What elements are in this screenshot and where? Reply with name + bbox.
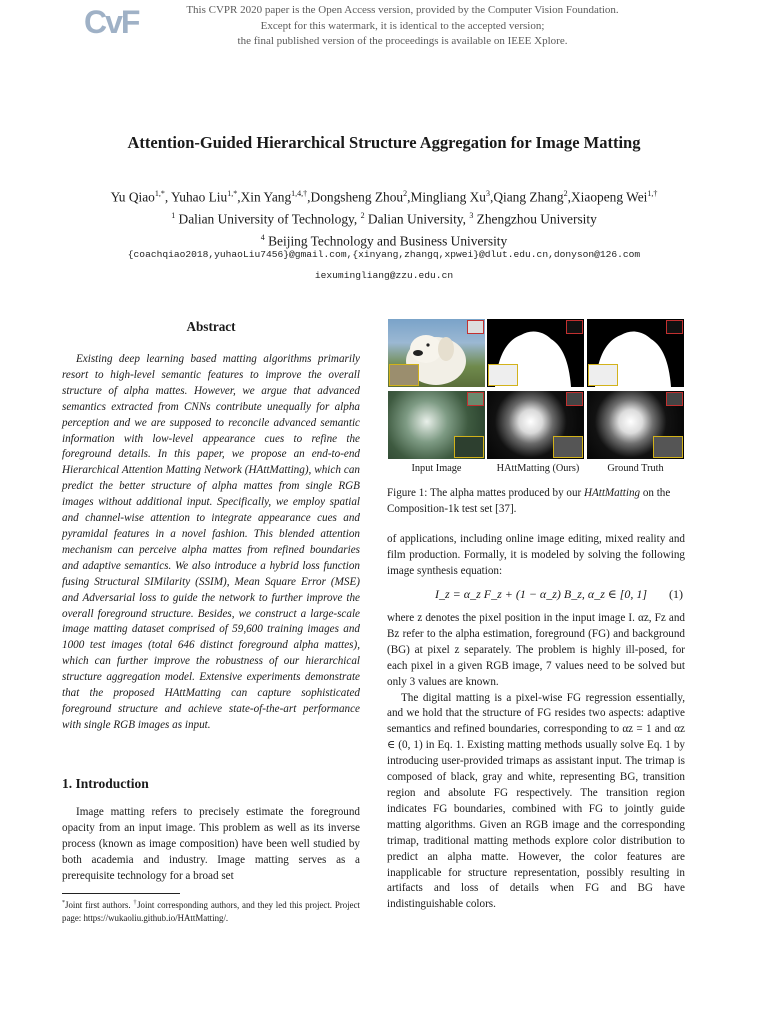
paragraph: where z denotes the pixel position in the input image I. αz, Fz and Bz refer to the alpha estimation, foreground (FG) and background (BG) at pixel z separately. The problem is highly ill-posed, for each pixel in a given RGB image, 7 values need to be solved but only 3 values are known.: [387, 612, 685, 688]
figure-1: [388, 319, 684, 461]
inset-red: [566, 320, 583, 334]
inset-red: [566, 392, 583, 406]
equation-body: I_z = α_z F_z + (1 − α_z) B_z, α_z ∈ [0, 1]: [435, 587, 648, 601]
figure-label-ours: HAttMatting (Ours): [496, 463, 580, 474]
input-image-dandelion: [388, 391, 485, 459]
inset-red: [666, 392, 683, 406]
ground-truth-dandelion: [587, 391, 684, 459]
author-block: [40, 185, 728, 251]
open-access-watermark: [150, 3, 655, 50]
inset-yellow: [454, 436, 484, 458]
abstract-heading: Abstract: [186, 319, 236, 334]
inset-yellow: [553, 436, 583, 458]
paragraph: The digital matting is a pixel-wise FG regression essentially, and we hold that the structure of FG resides two aspects: adaptive semantics and refined boundaries, corresponding to αz = 1 and αz ∈ (0, 1) in Eq. 1. Existing matting methods usually solve Eq. 1 by introducing user-provided trimaps as assistant input. The trimap is composed of black, gray and white, representing BG, transition region and absolute FG respectively. The transition region indicates FG boundaries, combined with FG to jointly guide matting algorithms. Given an RGB image and the corresponding trimap, traditional matting methods explore color distribution to predict an alpha matte. However, the color features are inapplicable for structure representation, possibly resulting in artifacts and loss of details when FG and BG have indistinguishable colors.: [387, 691, 685, 911]
equation-1: [387, 587, 685, 607]
figure-label-gt: Ground Truth: [607, 463, 664, 474]
abstract-text: Existing deep learning based matting algorithms primarily resort to high-level semantic features to improve the overall structure of alpha mattes. However, we argue that advanced semantics extracted from CNNs contribute unequally for alpha perception and we are supposed to reconcile advanced semantic information with low-level appearance cues to refine the foreground details. In this paper, we propose an end-to-end Hierarchical Attention Matting Network (HAttMatting), which can predict the better structure of alpha mattes from single RGB images without additional input. Specifically, we employ spatial and channel-wise attention to integrate appearance cues and pyramidal features in a novel fashion. This blended attention mechanism can perceive alpha mattes from refined boundaries and adaptive semantics. We also introduce a hybrid loss function fusing Structural SIMilarity (SSIM), Mean Square Error (MSE) and Adversarial loss to guide the network to further improve the overall foreground structure. Besides, we construct a large-scale image matting dataset comprised of 59,600 training images and 1000 test images (total 646 distinct foreground alpha mattes), which can further improve the robustness of our hierarchical structure aggregation model. Extensive experiments demonstrate that the proposed HAttMatting can capture sophisticated foreground structure and achieve state-of-the-art performance with single RGB images as input.: [62, 353, 360, 731]
inset-red: [666, 320, 683, 334]
figure-label-input: Input Image: [411, 463, 462, 474]
equation-number: (1): [669, 587, 683, 601]
emails-line: iexumingliang@zzu.edu.cn: [314, 270, 454, 281]
ground-truth-dog: [587, 319, 684, 387]
authors-line: Yu Qiao$^{1,*}$, Yuhao Liu$^{1,*}$,Xin Yang$^{1,4,\dagger}$,Dongsheng Zhou$^2$,Mingliang Xu$^3$,Qiang Zhang$^2$,Xiaopeng Wei$^{1,\dagger}$: [110, 189, 658, 205]
introduction-text: Image matting refers to precisely estimate the foreground opacity from an input image. This problem as well as its inverse process (known as image composition) have been well studied by both academia and industry. Image matting serves as a prerequisite technology for a broad set: [62, 806, 360, 882]
watermark-line: Except for this watermark, it is identical to the accepted version;: [260, 19, 545, 32]
inset-red: [467, 320, 484, 334]
figure-caption: Figure 1: The alpha mattes produced by our HAttMatting on the Composition-1k test set [37].: [387, 487, 671, 515]
inset-red: [467, 392, 484, 406]
emails-line: {coachqiao2018,yuhaoLiu7456}@gmail.com,{xinyang,zhangq,xpwei}@dlut.edu.cn,donyson@126.com: [127, 249, 641, 260]
footnote: *Joint first authors. †Joint corresponding authors, and they led this project. Project page: https://wukaoliu.github.io/HAttMatting/.: [62, 899, 361, 923]
section-heading-introduction: 1. Introduction: [62, 776, 149, 791]
paper-title: Attention-Guided Hierarchical Structure Aggregation for Image Matting: [127, 133, 641, 152]
email-block: [40, 244, 728, 286]
affiliations-line: $^4$ Beijing Technology and Business University: [260, 232, 508, 249]
affiliations-line: $^1$ Dalian University of Technology, $^2$ Dalian University, $^3$ Zhengzhou University: [171, 210, 597, 227]
footnote-divider: [62, 893, 180, 894]
paragraph: of applications, including online image editing, mixed reality and film production. Formally, it is modeled by solving the following image synthesis equation:: [387, 533, 685, 577]
watermark-line: the final published version of the proceedings is available on IEEE Xplore.: [237, 35, 568, 47]
inset-yellow: [488, 364, 518, 386]
inset-yellow: [389, 364, 419, 386]
watermark-line: This CVPR 2020 paper is the Open Access version, provided by the Computer Vision Foundation.: [186, 4, 619, 16]
alpha-ours-dog: [487, 319, 584, 387]
alpha-ours-dandelion: [487, 391, 584, 459]
inset-yellow: [653, 436, 683, 458]
cvf-logo: CvF: [84, 4, 139, 40]
inset-yellow: [588, 364, 618, 386]
input-image-dog: [388, 319, 485, 387]
right-column-text: [387, 611, 685, 913]
